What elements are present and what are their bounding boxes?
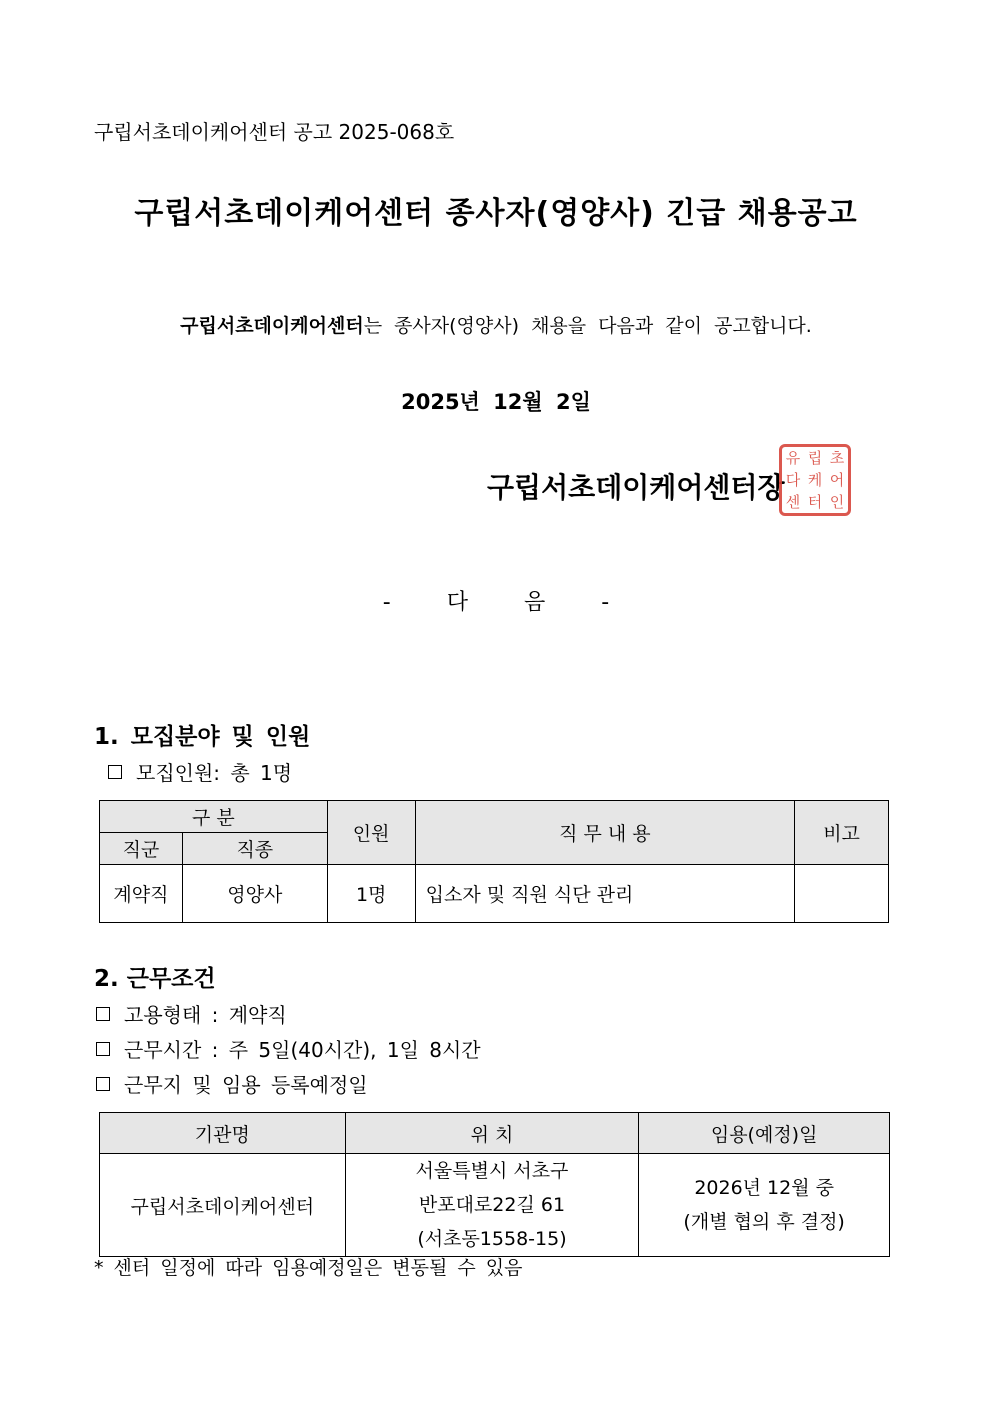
recruit-cell-group: 계약직 xyxy=(100,865,183,923)
section1-bullet-text: 모집인원: 총 1명 xyxy=(136,761,293,785)
notice-number: 구립서초데이케어센터 공고 2025-068호 xyxy=(94,120,455,144)
next-marker xyxy=(0,585,992,616)
section2-bullet-1 xyxy=(96,999,287,1028)
workplace-date-cell xyxy=(639,1154,890,1257)
footnote: * 센터 일정에 따라 임용예정일은 변동될 수 있음 xyxy=(94,1257,523,1279)
recruit-remark-header: 비고 xyxy=(795,801,889,865)
table-row xyxy=(100,865,889,923)
checkbox-square-icon xyxy=(96,1077,110,1091)
workplace-location-header: 위 치 xyxy=(345,1113,639,1154)
table-row xyxy=(100,1154,890,1257)
recruit-cell-duty: 입소자 및 직원 식단 관리 xyxy=(415,865,794,923)
next-marker-da: 다 xyxy=(446,590,468,615)
next-marker-eum: 음 xyxy=(524,590,546,615)
recruit-subheader-group: 직군 xyxy=(100,833,183,865)
next-marker-dash-left: - xyxy=(382,590,391,615)
date-line-1: 2026년 12월 중 xyxy=(694,1177,834,1199)
section2-bullet-1-text: 고용형태 : 계약직 xyxy=(124,1003,287,1027)
section2-bullet-2-text: 근무시간 : 주 5일(40시간), 1일 8시간 xyxy=(124,1038,481,1062)
section1-bullet xyxy=(108,757,292,786)
location-line-2: 반포대로22길 61 xyxy=(418,1194,566,1216)
location-line-3: (서초동1558-15) xyxy=(417,1228,567,1250)
intro-rest: 는 종사자(영양사) 채용을 다음과 같이 공고합니다. xyxy=(363,315,812,337)
location-line-1: 서울특별시 서초구 xyxy=(415,1160,569,1182)
next-marker-dash-right: - xyxy=(601,590,610,615)
workplace-location-cell xyxy=(345,1154,639,1257)
checkbox-square-icon xyxy=(96,1007,110,1021)
page-title: 구립서초데이케어센터 종사자(영양사) 긴급 채용공고 xyxy=(134,196,858,231)
recruit-duty-header: 직 무 내 용 xyxy=(415,801,794,865)
workplace-date-header: 임용(예정)일 xyxy=(639,1113,890,1154)
section2-bullet-2 xyxy=(96,1034,481,1063)
recruit-count-header: 인원 xyxy=(327,801,415,865)
checkbox-square-icon xyxy=(108,765,122,779)
official-seal-stamp: 유 립 초 다 케 어 센 터 인 xyxy=(779,444,851,516)
workplace-org-cell: 구립서초데이케어센터 xyxy=(100,1154,346,1257)
section2-heading: 2. 근무조건 xyxy=(94,966,216,992)
recruit-cell-remark xyxy=(795,865,889,923)
date-line-2: (개별 협의 후 결정) xyxy=(683,1211,845,1233)
recruit-subheader-type: 직종 xyxy=(182,833,327,865)
recruit-group-header: 구 분 xyxy=(100,801,328,833)
recruit-cell-type: 영양사 xyxy=(182,865,327,923)
notice-date: 2025년 12월 2일 xyxy=(401,390,591,414)
section2-bullet-3-text: 근무지 및 임용 등록예정일 xyxy=(124,1073,368,1097)
section1-heading: 1. 모집분야 및 인원 xyxy=(94,724,311,750)
recruit-cell-count: 1명 xyxy=(327,865,415,923)
intro-text xyxy=(0,311,992,338)
recruit-table xyxy=(99,800,889,923)
section2-bullet-3 xyxy=(96,1069,368,1098)
workplace-org-header: 기관명 xyxy=(100,1113,346,1154)
intro-org: 구립서초데이케어센터 xyxy=(180,315,364,337)
workplace-table xyxy=(99,1112,890,1257)
signer-name: 구립서초데이케어센터장 xyxy=(487,471,785,504)
checkbox-square-icon xyxy=(96,1042,110,1056)
